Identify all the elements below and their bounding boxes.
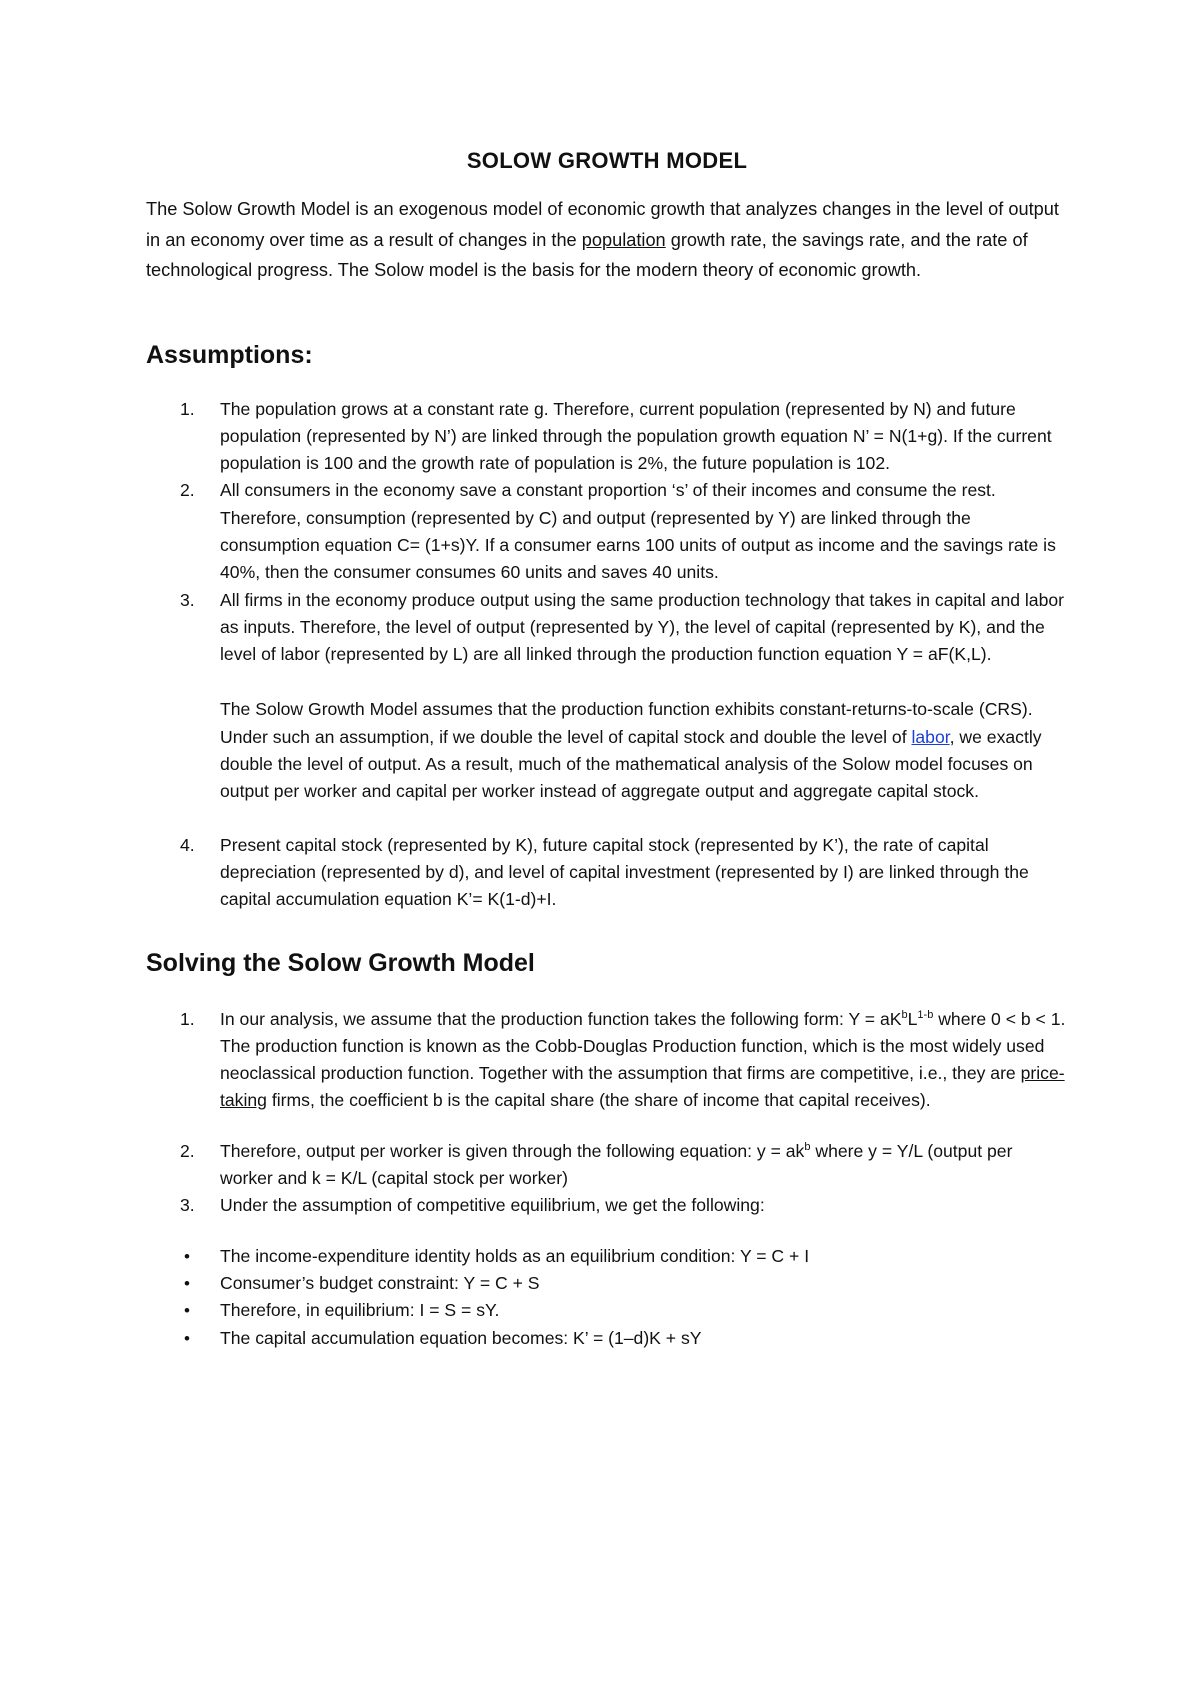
bullet-item: [146, 1325, 1068, 1352]
item-text: Present capital stock (represented by K), future capital stock (represented by K’), the rate of capital depreciation (represented by d), and level of capital investment (represented by I) are linked through the capital accumulation equation K’= K(1-d)+I.: [220, 834, 1029, 910]
document-title: SOLOW GROWTH MODEL: [466, 148, 748, 173]
document-page: [146, 148, 1068, 1352]
exponent-b: b: [804, 1140, 811, 1153]
item-text: Under the assumption of competitive equilibrium, we get the following:: [220, 1195, 765, 1216]
intro-paragraph: [146, 194, 1068, 286]
item-number: 1.: [180, 398, 195, 419]
item-text-a: In our analysis, we assume that the production function takes the following form: Y = aK: [220, 1008, 902, 1029]
bullet-text: The capital accumulation equation becomes: K’ = (1–d)K + sY: [220, 1327, 702, 1348]
item-number: 1.: [180, 1008, 195, 1029]
bullet-icon: •: [184, 1273, 190, 1293]
solving-item-3: [146, 1192, 1068, 1219]
spacer: [146, 668, 1068, 696]
equilibrium-bullets: [146, 1243, 1068, 1352]
item-text-d: firms, the coefficient b is the capital share (the share of income that capital receives).: [266, 1090, 931, 1111]
population-link[interactable]: population: [581, 229, 666, 250]
item-number: 3.: [180, 1195, 195, 1216]
item-number: 2.: [180, 480, 195, 501]
item-number: 3.: [180, 589, 195, 610]
solving-list-continued: [146, 1138, 1068, 1220]
item-text-c: where 0 < b < 1. The production function is known as the Cobb-Douglas Production function, which is the most widely used neoclassical production function. Together with the assumption that firms are competitive, i.e., they are: [220, 1008, 1066, 1084]
crs-text-a: The Solow Growth Model assumes that the production function exhibits constant-returns-to-scale (CRS). Under such an assumption, if we double the level of capital stock and double the level of: [220, 699, 1033, 747]
assumption-item-3: [146, 587, 1068, 669]
item-text: The population grows at a constant rate g. Therefore, current population (represented by N) and future population (represented by N’) are linked through the population growth equation N’ = N(1+g). If the current population is 100 and the growth rate of population is 2%, the future population is 102.: [220, 398, 1052, 474]
item-text-b: where y = Y/L (output per worker and k = K/L (capital stock per worker): [220, 1140, 1013, 1189]
bullet-icon: •: [184, 1246, 190, 1266]
item-number: 4.: [180, 834, 195, 855]
bullet-item: [146, 1270, 1068, 1297]
assumption-item-1: [146, 396, 1068, 478]
solving-list: [146, 1006, 1068, 1115]
assumption-item-4: [146, 832, 1068, 914]
bullet-text: Consumer’s budget constraint: Y = C + S: [220, 1272, 540, 1293]
bullet-item: [146, 1243, 1068, 1270]
item-text: All firms in the economy produce output using the same production technology that takes in capital and labor as inputs. Therefore, the level of output (represented by Y), the level of capital (represented by K), and the level of labor (represented by L) are all linked through the production function equation Y = aF(K,L).: [220, 589, 1065, 665]
spacer: [146, 806, 1068, 832]
crs-text-b: , we exactly double the level of output. As a result, much of the mathematical analysis of the Solow model focuses on output per worker and capital per worker instead of aggregate output and aggregate capital stock.: [220, 726, 1042, 802]
spacer: [146, 1115, 1068, 1138]
exponent-1-b: 1-b: [917, 1008, 934, 1021]
labor-link[interactable]: labor: [911, 726, 950, 747]
bullet-item: [146, 1297, 1068, 1324]
spacer: [146, 1220, 1068, 1243]
price-taking-link[interactable]: price-taking: [220, 1063, 1065, 1111]
assumptions-heading: Assumptions:: [146, 340, 313, 369]
item-text: All consumers in the economy save a constant proportion ‘s’ of their incomes and consume the rest. Therefore, consumption (represented by C) and output (represented by Y) are linked through the consumption equation C= (1+s)Y. If a consumer earns 100 units of output as income and the savings rate is 40%, then the consumer consumes 60 units and saves 40 units.: [220, 480, 1056, 583]
item-number: 2.: [180, 1140, 195, 1161]
bullet-icon: •: [184, 1301, 190, 1321]
bullet-text: The income-expenditure identity holds as an equilibrium condition: Y = C + I: [220, 1245, 810, 1266]
intro-text-b: growth rate, the savings rate, and the rate of technological progress. The Solow model is the basis for the modern theory of economic growth.: [146, 229, 1028, 280]
solving-item-2: [146, 1138, 1068, 1193]
bullet-icon: •: [184, 1328, 190, 1348]
item-text-b: L: [907, 1008, 918, 1029]
assumptions-list-continued: [146, 832, 1068, 914]
exponent-b: b: [901, 1008, 908, 1021]
assumption-item-2: [146, 477, 1068, 586]
bullet-text: Therefore, in equilibrium: I = S = sY.: [220, 1300, 500, 1321]
crs-paragraph: [146, 696, 1068, 805]
solving-item-1: [146, 1006, 1068, 1115]
intro-text-a: The Solow Growth Model is an exogenous model of economic growth that analyzes changes in the level of output in an economy over time as a result of changes in the: [146, 199, 1059, 250]
solving-heading: Solving the Solow Growth Model: [146, 948, 535, 977]
item-text-a: Therefore, output per worker is given through the following equation: y = ak: [220, 1140, 805, 1161]
assumptions-list: [146, 396, 1068, 669]
